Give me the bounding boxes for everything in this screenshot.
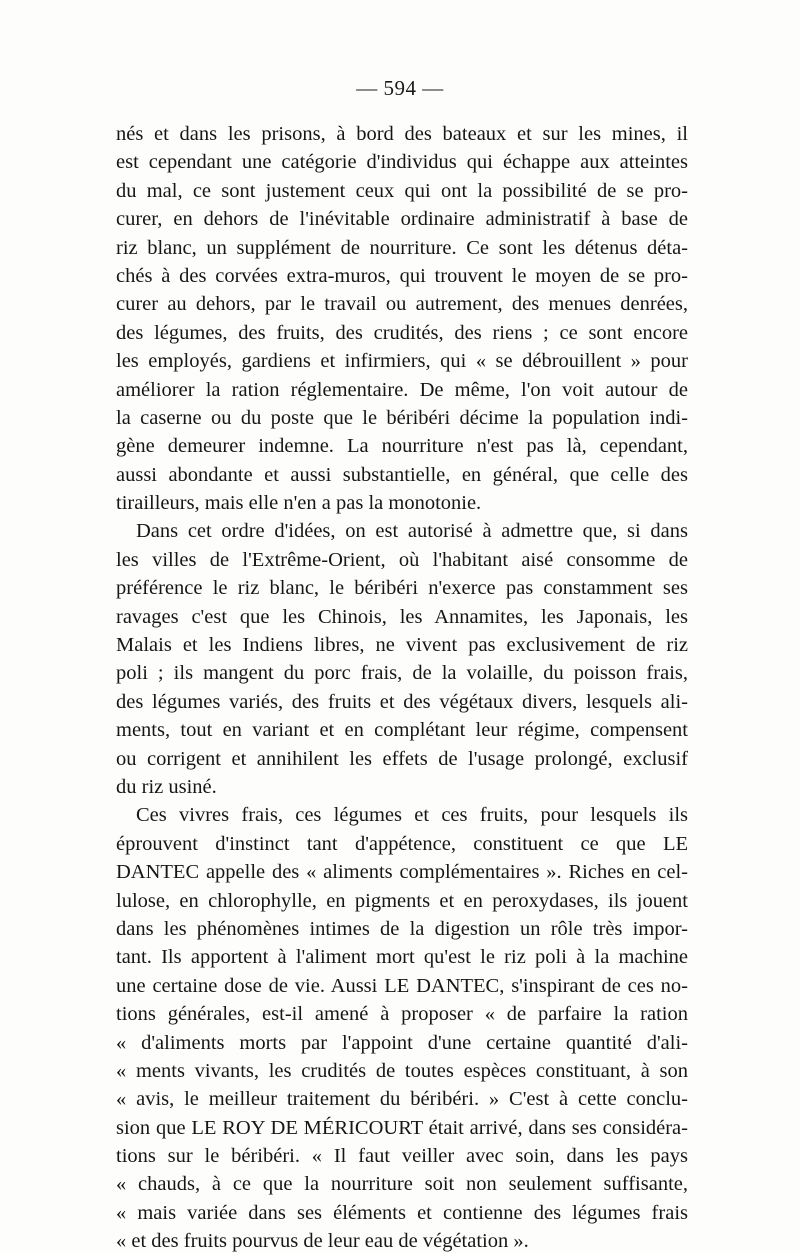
paragraph-3 [116, 801, 688, 1255]
text-line: « avis, le meilleur traitement du béribéri. » C'est à cette conclu- [116, 1088, 688, 1111]
text-line: améliorer la ration réglementaire. De même, l'on voit autour de [116, 378, 688, 401]
body-text [116, 120, 688, 1256]
text-line: ments, tout en variant et en complétant leur régime, compensent [116, 719, 688, 742]
paragraph-1 [116, 120, 688, 517]
text-line: des légumes, des fruits, des crudités, des riens ; ce sont encore [116, 321, 688, 344]
text-line: « mais variée dans ses éléments et contienne des légumes frais [116, 1201, 688, 1224]
text-line: poli ; ils mangent du porc frais, de la volaille, du poisson frais, [116, 662, 688, 685]
text-line: tions sur le béribéri. « Il faut veiller avec soin, dans les pays [116, 1145, 688, 1168]
text-line: du riz usiné. [116, 775, 217, 798]
text-line: « chauds, à ce que la nourriture soit non seulement suffisante, [116, 1173, 688, 1196]
text-line: « d'aliments morts par l'appoint d'une certaine quantité d'ali- [116, 1031, 688, 1054]
text-line: dans les phénomènes intimes de la digestion un rôle très impor- [116, 917, 688, 940]
text-line: ravages c'est que les Chinois, les Annamites, les Japonais, les [116, 605, 688, 628]
text-line: Malais et les Indiens libres, ne vivent pas exclusivement de riz [116, 634, 688, 657]
text-line: une certaine dose de vie. Aussi LE DANTEC, s'inspirant de ces no- [116, 974, 688, 997]
text-line: est cependant une catégorie d'individus qui échappe aux atteintes [116, 151, 688, 174]
paragraph-2 [116, 517, 688, 801]
text-line: riz blanc, un supplément de nourriture. Ce sont les détenus déta- [116, 236, 688, 259]
page-number: — 594 — [356, 76, 444, 100]
text-line: préférence le riz blanc, le béribéri n'exerce pas constamment ses [116, 577, 688, 600]
text-line: lulose, en chlorophylle, en pigments et en peroxydases, ils jouent [116, 889, 688, 912]
text-line: Ces vivres frais, ces légumes et ces fruits, pour lesquels ils [136, 804, 688, 827]
text-line: aussi abondante et aussi substantielle, en général, que celle des [116, 463, 688, 486]
text-line: curer au dehors, par le travail ou autrement, des menues denrées, [116, 293, 688, 316]
text-line: curer, en dehors de l'inévitable ordinaire administratif à base de [116, 208, 688, 231]
text-line: éprouvent d'instinct tant d'appétence, constituent ce que LE [116, 832, 688, 855]
text-line: ou corrigent et annihilent les effets de l'usage prolongé, exclusif [116, 747, 688, 770]
text-line: DANTEC appelle des « aliments complémentaires ». Riches en cel- [116, 861, 688, 884]
text-line: nés et dans les prisons, à bord des bateaux et sur les mines, il [116, 123, 688, 145]
text-line: « et des fruits pourvus de leur eau de végétation ». [116, 1230, 529, 1253]
text-line: tions générales, est-il amené à proposer « de parfaire la ration [116, 1003, 688, 1026]
text-line: tant. Ils apportent à l'aliment mort qu'est le riz poli à la machine [116, 946, 688, 969]
text-line: Dans cet ordre d'idées, on est autorisé à admettre que, si dans [136, 520, 688, 543]
text-line: gène demeurer indemne. La nourriture n'est pas là, cependant, [116, 435, 688, 458]
text-line: des légumes variés, des fruits et des végétaux divers, lesquels ali- [116, 690, 688, 713]
text-line: sion que LE ROY DE MÉRICOURT était arrivé, dans ses considéra- [116, 1116, 688, 1139]
text-line: la caserne ou du poste que le béribéri décime la population indi- [116, 406, 688, 429]
text-line: chés à des corvées extra-muros, qui trouvent le moyen de se pro- [116, 264, 688, 287]
text-line: les employés, gardiens et infirmiers, qui « se débrouillent » pour [116, 350, 688, 373]
text-line: « ments vivants, les crudités de toutes espèces constituant, à son [116, 1059, 688, 1082]
text-line: du mal, ce sont justement ceux qui ont la possibilité de se pro- [116, 179, 688, 202]
text-line: tirailleurs, mais elle n'en a pas la monotonie. [116, 492, 482, 515]
text-line: les villes de l'Extrême-Orient, où l'habitant aisé consomme de [116, 548, 688, 571]
